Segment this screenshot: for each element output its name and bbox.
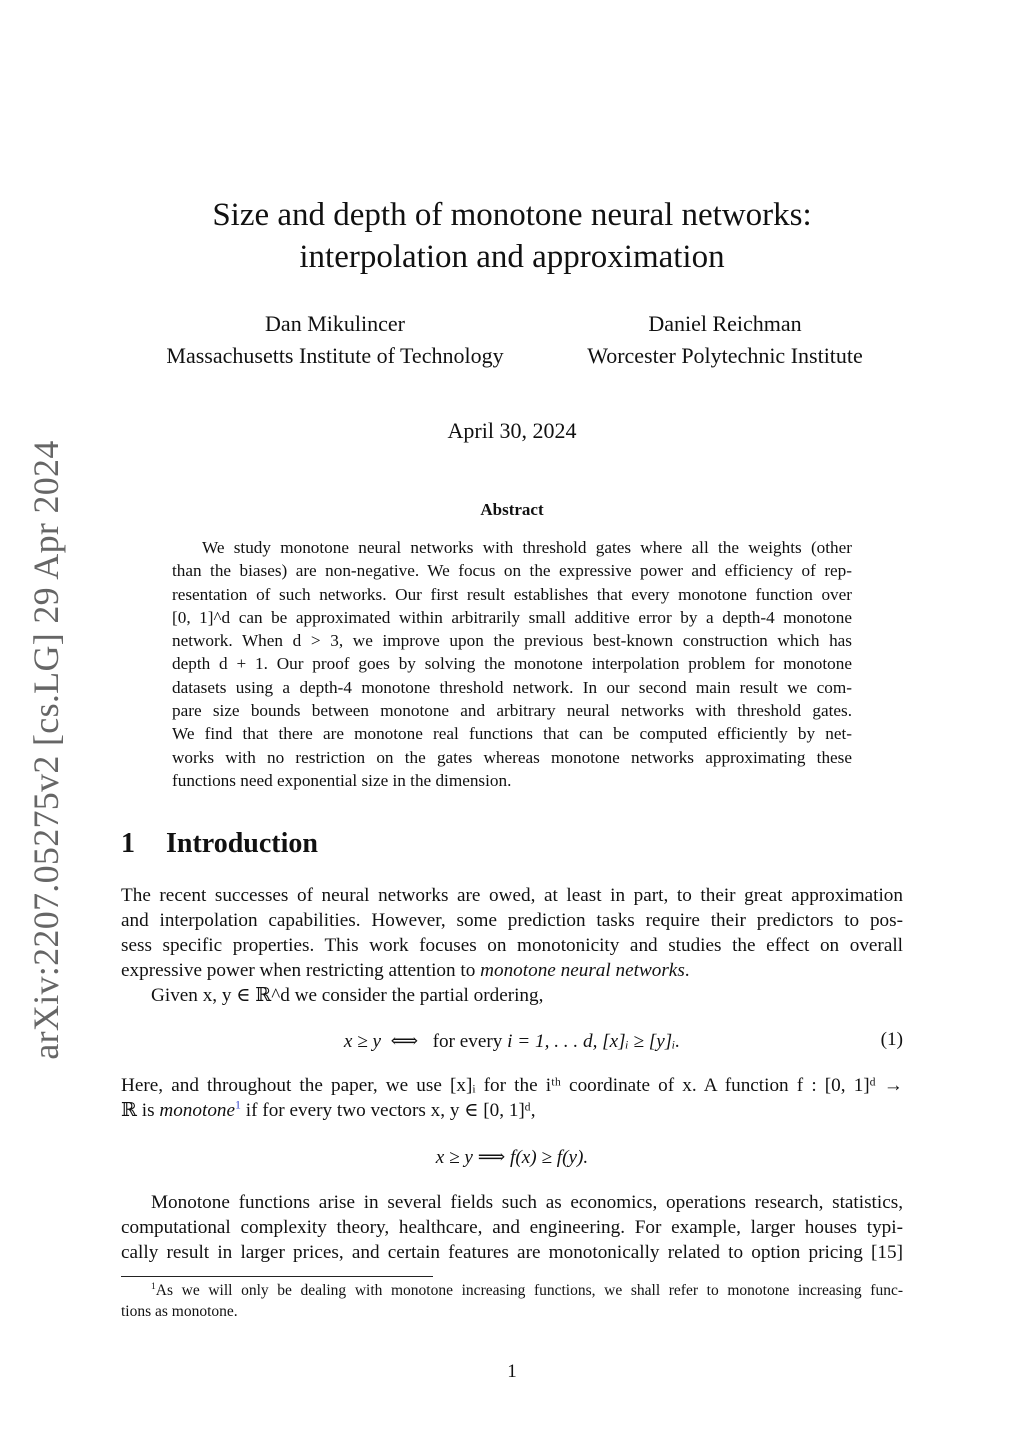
author-1	[120, 308, 550, 372]
intro-paragraph-4	[121, 1190, 903, 1265]
author-name: Dan Mikulincer	[265, 311, 405, 336]
abstract-line: We find that there are monotone real functions that can be computed efficiently by net-	[172, 724, 852, 744]
body-line: sess specific properties. This work focuses on monotonicity and studies the effect on overall	[121, 935, 903, 956]
footnote-rule	[121, 1276, 433, 1277]
eq1-rhs: i = 1, . . . d, [x]ᵢ ≥ [y]ᵢ.	[507, 1031, 681, 1052]
author-2	[555, 308, 895, 372]
author-name: Daniel Reichman	[648, 311, 802, 336]
abstract-line: functions need exponential size in the dimension.	[172, 770, 512, 790]
body-line: and interpolation capabilities. However, some prediction tasks require their predictors to pos-	[121, 910, 903, 931]
author-affiliation: Massachusetts Institute of Technology	[166, 343, 504, 368]
abstract-line: [0, 1]^d can be approximated within arbitrarily small additive error by a depth-4 monotone	[172, 607, 852, 627]
body-line	[121, 1098, 903, 1123]
abstract-heading: Abstract	[480, 500, 544, 519]
intro-paragraph-3	[121, 1073, 903, 1123]
paper-title	[0, 194, 1024, 278]
equation-number: (1)	[880, 1029, 903, 1050]
eq1-lhs: x ≥ y	[343, 1031, 382, 1052]
body-text: ℝ is	[121, 1100, 160, 1121]
arxiv-identifier: arXiv:2207.05275v2 [cs.LG] 29 Apr 2024	[26, 440, 66, 1060]
title-line: interpolation and approximation	[299, 239, 725, 275]
section-heading	[121, 828, 318, 860]
paper-date: April 30, 2024	[447, 418, 577, 443]
abstract-line: depth d + 1. Our proof goes by solving the monotone interpolation problem for monotone	[172, 654, 852, 674]
abstract-line: datasets using a depth-4 monotone threshold network. In our second main result we com-	[172, 677, 852, 697]
body-line: Monotone functions arise in several fields such as economics, operations research, statistics,	[151, 1192, 903, 1213]
body-line: computational complexity theory, healthcare, and engineering. For example, larger houses typi-	[121, 1217, 903, 1238]
intro-paragraph-1	[121, 883, 903, 983]
body-line: cally result in larger prices, and certain features are monotonically related to option pricing [15]	[121, 1242, 903, 1263]
abstract-line: resentation of such networks. Our first result establishes that every monotone function over	[172, 584, 852, 604]
body-line: expressive power when restricting attention to monotone neural networks.	[121, 960, 690, 981]
body-line: Given x, y ∈ ℝ^d we consider the partial ordering,	[151, 985, 544, 1006]
equation-1	[121, 1029, 903, 1053]
footnote-text: As we will only be dealing with monotone increasing functions, we shall refer to monotone increasing func-	[155, 1282, 903, 1299]
footnote-line	[121, 1280, 903, 1301]
abstract-body	[172, 536, 852, 792]
emphasis: monotone	[159, 1100, 236, 1121]
section-title: Introduction	[166, 828, 318, 859]
author-affiliation: Worcester Polytechnic Institute	[587, 343, 863, 368]
body-text: expressive power when restricting attention to	[121, 960, 481, 981]
equation-2: x ≥ y ⟹ f(x) ≥ f(y).	[435, 1147, 589, 1168]
title-line: Size and depth of monotone neural networks:	[212, 197, 812, 233]
footnote-link[interactable]: 1	[235, 1097, 241, 1112]
section-number: 1	[121, 828, 135, 859]
footnote-line: tions as monotone.	[121, 1303, 238, 1320]
abstract-line: network. When d > 3, we improve upon the previous best-known construction which has	[172, 631, 852, 651]
footnote	[121, 1280, 903, 1322]
eq1-arrow: ⟺	[390, 1031, 419, 1052]
emphasis: monotone neural networks	[480, 960, 685, 981]
footnote-mark: 1	[151, 1280, 156, 1292]
page-number: 1	[507, 1361, 517, 1382]
intro-paragraph-2	[121, 983, 903, 1008]
eq1-text: for every	[432, 1031, 503, 1052]
body-line: The recent successes of neural networks are owed, at least in part, to their great approximation	[121, 885, 903, 906]
body-line: Here, and throughout the paper, we use [x]ᵢ for the iᵗʰ coordinate of x. A function f : [0, 1]ᵈ →	[121, 1075, 903, 1096]
body-text: if for every two vectors x, y ∈ [0, 1]ᵈ,	[240, 1100, 536, 1121]
abstract-line: pare size bounds between monotone and arbitrary neural networks with threshold gates.	[172, 701, 852, 721]
abstract-line: works with no restriction on the gates whereas monotone networks approximating these	[172, 747, 852, 767]
abstract-line: We study monotone neural networks with threshold gates where all the weights (other	[202, 538, 852, 557]
abstract-line: than the biases) are non-negative. We focus on the expressive power and efficiency of rep-	[172, 561, 852, 581]
